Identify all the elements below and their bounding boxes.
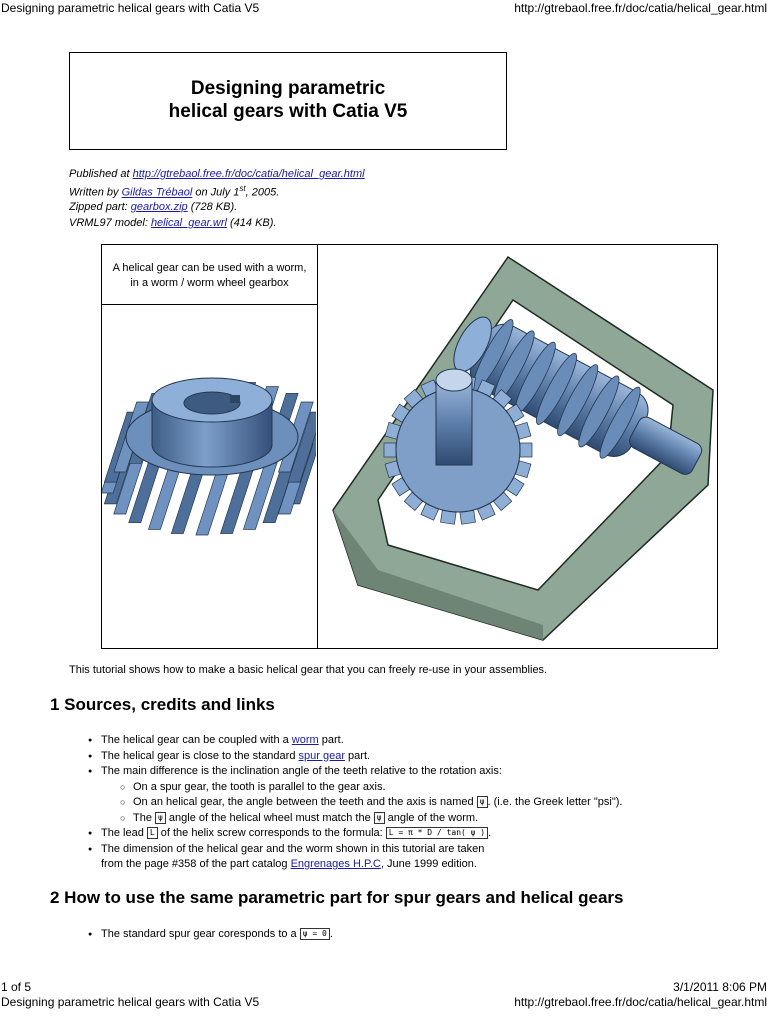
zip-link[interactable]: gearbox.zip: [130, 201, 188, 213]
list-item: ● The helical gear can be coupled with a worm part.: [88, 733, 622, 749]
list-item: ● The main difference is the inclination angle of the teeth relative to the rotation axis:: [88, 764, 622, 780]
zipped-line: Zipped part: gearbox.zip (728 KB).: [69, 201, 238, 213]
intro-paragraph: This tutorial shows how to make a basic helical gear that you can freely re-use in your assemblies.: [69, 664, 548, 676]
written-line: Written by Gildas Trébaol on July 1st, 2005.: [69, 184, 280, 199]
list-item: ● The lead L of the helix screw corresponds to the formula: L = π * D / tan( ψ ) .: [88, 826, 622, 842]
print-header-title: Designing parametric helical gears with Catia V5: [1, 995, 260, 1009]
list-item: ● The dimension of the helical gear and the worm shown in this tutorial are taken: [88, 842, 622, 858]
vrml-link[interactable]: helical_gear.wrl: [150, 217, 227, 229]
sub-list-item: ○ On an helical gear, the angle between the teeth and the axis is named ψ . (i.e. the Greek letter "psi").: [88, 795, 622, 811]
catalog-link[interactable]: Engrenages H.P.C: [290, 858, 381, 870]
print-header-url: http://gtrebaol.free.fr/doc/catia/helical_gear.html: [514, 995, 767, 1009]
section-2-heading: 2 How to use the same parametric part for spur gears and helical gears: [50, 888, 624, 907]
sub-list-item: ○ On a spur gear, the tooth is parallel to the gear axis.: [88, 780, 622, 796]
page-number: 1 of 5: [1, 980, 32, 994]
worm-gearbox-image: [318, 245, 717, 648]
title-line-2: helical gears with Catia V5: [168, 101, 408, 122]
sub-list-item: ○ The ψ angle of the helical wheel must match the ψ angle of the worm.: [88, 811, 622, 827]
print-header-url: http://gtrebaol.free.fr/doc/catia/helical_gear.html: [514, 1, 767, 15]
list-item: ● The helical gear is close to the standard spur gear part.: [88, 749, 622, 765]
title-line-1: Designing parametric: [190, 78, 386, 99]
figure-caption: A helical gear can be used with a worm, in a worm / worm wheel gearbox: [112, 262, 307, 289]
figure-table: [101, 244, 718, 649]
title-box: [69, 52, 507, 150]
worm-link[interactable]: worm: [291, 734, 319, 746]
section-2-list: [88, 927, 333, 943]
list-item-continuation: from the page #358 of the part catalog Engrenages H.P.C, June 1999 edition.: [101, 858, 477, 870]
spur-gear-link[interactable]: spur gear: [298, 749, 345, 762]
list-item: ● The standard spur gear coresponds to a ψ = 0 .: [88, 927, 333, 943]
published-line: Published at http://gtrebaol.free.fr/doc/catia/helical_gear.html: [69, 168, 365, 180]
vrml-line: VRML97 model: helical_gear.wrl (414 KB).: [69, 217, 277, 229]
lead-formula: L = π * D / tan( ψ ): [386, 827, 488, 839]
lead-symbol: L: [147, 827, 158, 839]
author-link[interactable]: Gildas Trébaol: [121, 186, 193, 199]
helical-gear-image: [102, 305, 316, 648]
psi-zero-formula: ψ = 0: [300, 928, 330, 940]
psi-symbol: ψ: [477, 796, 488, 808]
psi-symbol: ψ: [374, 812, 385, 824]
section-1-heading: 1 Sources, credits and links: [50, 695, 275, 714]
published-link[interactable]: http://gtrebaol.free.fr/doc/catia/helical_gear.html: [132, 168, 365, 180]
print-header-title: Designing parametric helical gears with Catia V5: [1, 1, 260, 15]
print-datetime: 3/1/2011 8:06 PM: [673, 980, 767, 994]
section-1-list: [88, 733, 622, 873]
psi-symbol: ψ: [155, 812, 166, 824]
